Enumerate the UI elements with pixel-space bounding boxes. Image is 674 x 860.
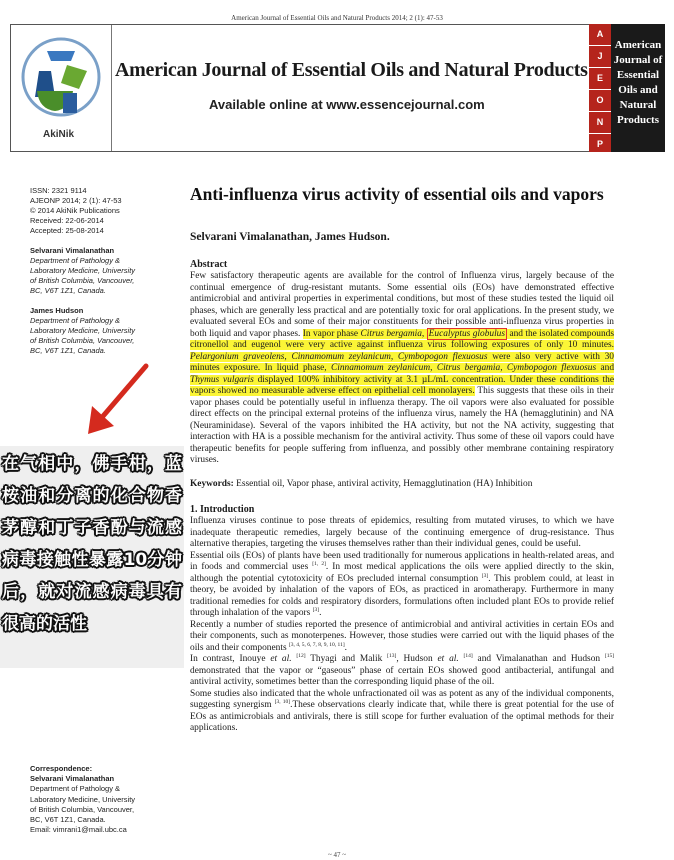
species-name: Pelargonium graveolens, Cinnamomum zeylanicum, Cymbopogon flexuosus (190, 351, 488, 362)
affiliation-line: BC, V6T 1Z1, Canada. (30, 346, 106, 355)
boxed-species-name: Eucalyptus globulus (428, 328, 506, 339)
intro-paragraph: Influenza viruses continue to pose threats of epidemics, resulting from mutated viruses, to which we have inadequate therapeutic remedies, largely because of the continuing emergence of drug-resistance. Thus alternative therapies, targeting the viruses themselves rather than their individual genes, could be useful. (190, 516, 614, 549)
flask-mortar-icon (17, 31, 105, 127)
text: and Vimalanathan and Hudson (477, 654, 601, 664)
affiliation-line: BC, V6T 1Z1, Canada. (30, 286, 106, 295)
copyright: © 2014 AkiNik Publications (30, 206, 120, 215)
intro-paragraph (190, 620, 614, 655)
journal-url[interactable]: Available online at www.essencejournal.com (209, 97, 485, 112)
acronym-bar (589, 24, 611, 152)
affiliation-line: Department of Pathology & (30, 316, 121, 325)
journal-masthead (10, 24, 664, 152)
intro-paragraph (190, 551, 614, 620)
acronym-letter: E (589, 68, 611, 90)
species-name: Citrus bergamia (360, 328, 422, 339)
abstract-text (190, 271, 614, 467)
citation-ref[interactable]: [3, 4, 5, 6, 7, 8, 9, 10, 11] (288, 641, 345, 648)
publisher-name: AkiNik (43, 129, 75, 140)
article-authors: Selvarani Vimalanathan, James Hudson. (190, 231, 390, 243)
hl-text: were also very active with 30 minutes exposure. In liquid phase, (190, 351, 614, 373)
correspondence-line: BC, V6T 1Z1, Canada. (30, 815, 106, 825)
citation-ref[interactable]: [13] (387, 652, 397, 659)
side-title-block (611, 24, 665, 152)
citation-ref[interactable]: [1, 2] (312, 560, 326, 567)
keywords (190, 479, 614, 491)
chinese-annotation: 在气相中，佛手柑，蓝桉油和分离的化合物香茅醇和丁子香酚与流感病毒接触性暴露10分钟后，就对流感病毒具有很高的活性 (2, 454, 182, 634)
acronym-letter: P (589, 134, 611, 156)
citation-ref[interactable]: [3, 10] (274, 698, 291, 705)
correspondence-line: Department of Pathology & (30, 784, 121, 794)
text: Recently a number of studies reported the presence of antimicrobial and antiviral activities in certain EOs and their components, such as monoterpenes. However, those studies were carried out with the liquid phases of the oils and their components (190, 619, 614, 653)
correspondence-heading: Correspondence: (30, 764, 93, 773)
text: demonstrated that the vapor or “gaseous” phase of certain EOs showed good antibacterial, antifungal and antiviral activity, sometimes better than the corresponding liquid phase of the oil. (190, 665, 614, 687)
affiliation-line: Laboratory Medicine, University (30, 326, 136, 335)
side-title-line: Essential (616, 69, 660, 81)
text: et al. (270, 654, 292, 664)
citation-ref[interactable]: [3] (312, 606, 320, 613)
correspondence-line: of British Columbia, Vancouver, (30, 804, 135, 814)
hl-text: displayed 100% inhibitory activity at 3.1 µL/mL concentration. Under these conditions the vapors showed no measurable adverse effect on epithelial cell monolayers. (190, 374, 614, 396)
abstract-heading: Abstract (190, 259, 228, 270)
affiliation-name: Selvarani Vimalanathan (30, 246, 115, 255)
species-name: Cinnamomum zeylanicum, Citrus bergamia, Cymbopogon flexuosus (331, 363, 597, 373)
citation-ref[interactable]: [15] (604, 652, 615, 659)
affiliation-line: of British Columbia, Vancouver, (30, 276, 135, 285)
side-title-line: Oils and (618, 84, 658, 96)
side-title-line: Products (617, 114, 659, 126)
keywords-label: Keywords: (190, 478, 234, 489)
issn: ISSN: 2321 9114 (30, 186, 87, 195)
highlighted-passage: In vapor phase Citrus bergamia, Eucalyptus globulus and the isolated compounds citronellol and eugenol were very active against influenza virus following exposures of only 10 minutes. Pelargonium graveolens, Cinnamomum zeylanicum, Cymbopogon flexuosus were also very active with 30 minutes exposure. In liquid phase, Cinnamomum zeylanicum, Citrus bergamia, Cymbopogon flexuosus and Thymus vulgaris displayed 100% inhibitory activity at 3.1 µL/mL concentration. Under these conditions the vapors showed no measurable adverse effect on epithelial cell monolayers. (190, 328, 615, 396)
text: . In most medical applications the oils were applied directly to the skin, although the potential cytotoxicity of EOs precluded internal consumption (190, 562, 614, 584)
correspondence-line: Laboratory Medicine, University (30, 794, 136, 804)
text: . (319, 608, 322, 618)
text: Some studies also indicated that the whole unfractionated oil was as potent as any of the individual components, suggesting synergism (190, 688, 614, 710)
text: . This problem could, at least in theory, be avoided by inhalation of the vapors of EOs, as practiced in aromatherapy. Furthermore in many traditional remedies for colds and respiratory disorders, formulations often included plant EOs to provide relief through inhalation of the vapors (190, 573, 615, 618)
text: Thyagi and Malik (310, 654, 383, 664)
correspondence-name: Selvarani Vimalanathan (30, 774, 115, 784)
acronym-letter: A (589, 24, 611, 46)
article-title: Anti-influenza virus activity of essential oils and vapors (190, 184, 604, 204)
affiliation-line: Department of Pathology & (30, 256, 121, 265)
abstract-sentence: This suggests that these oils in their vapor phases could be potentially useful in influenza therapy. The oil vapors were also evaluated for possible direct effects on the principal external proteins of the influenza virus, namely the HA (hemagglutinin) and NA (Neuraminidase). Several of the vapors inhibited the HA activity, but not the NA activity, suggesting that interaction with HA is a possible mechanism for the antiviral activity. Thus some of these oil vapors could have therapeutic benefits for people suffering from influenza, and possibly other membrane containing respiratory viruses. (190, 386, 614, 465)
keywords-list: Essential oil, Vapor phase, antiviral activity, Hemagglutination (HA) Inhibition (236, 478, 533, 489)
acronym-letter: O (589, 90, 611, 112)
text: In contrast, Inouye (190, 654, 266, 664)
intro-heading: 1. Introduction (190, 504, 255, 515)
running-head: American Journal of Essential Oils and Natural Products 2014; 2 (1): 47-53 (231, 14, 443, 22)
red-arrow-icon (84, 360, 154, 440)
article-meta-column (30, 186, 160, 356)
side-title-line: Journal of (613, 54, 663, 66)
hl-text: and (600, 363, 615, 373)
intro-paragraph (190, 654, 614, 689)
abstract-sentence: Few satisfactory therapeutic agents are available for the control of Influenza virus, largely because of the continual emergence of drug-resistant mutants. Some essential oils (EOs) have demonstrated effective antimicrobial and antiviral properties in experimental conditions, but most of these studies tested the liquid oil phases, which are generally less practical and are potentially toxic for oral applications. In the present study, we evaluated several EOs and some of their major constituents for their possible anti-influenza virus properties in both liquid and vapor phases. (190, 271, 614, 339)
acronym-letter: N (589, 112, 611, 134)
text: et al. (437, 654, 459, 664)
publisher-logo (11, 25, 112, 151)
correspondence-block (30, 764, 170, 835)
text: Essential oils (EOs) of plants have been used traditionally for numerous applications in health-related areas, and in foods and commercial uses (190, 550, 614, 572)
side-title-line: American (614, 39, 662, 51)
citation-ref[interactable]: [3] (481, 572, 489, 579)
intro-paragraph (190, 689, 614, 735)
text: .These observations clearly indicate that, while there is great potential for the use of EOs as antimicrobials and antivirals, there is still scope for further evaluation of the optimal methods for their applications. (190, 700, 615, 733)
text: , Hudson (396, 654, 433, 664)
affiliation-line: Laboratory Medicine, University (30, 266, 136, 275)
received-date: Received: 22-06-2014 (30, 216, 104, 225)
accepted-date: Accepted: 25-08-2014 (30, 226, 104, 235)
text: . (344, 642, 348, 653)
hl-text: In vapor phase (302, 328, 359, 339)
journal-title: American Journal of Essential Oils and Natural Products (115, 59, 588, 81)
side-title-line: Natural (619, 99, 657, 111)
citation-ref[interactable]: [12] (296, 652, 306, 659)
page-number: ~ 47 ~ (327, 851, 347, 859)
article-body (190, 184, 614, 735)
affiliation-name: James Hudson (30, 306, 84, 315)
hl-text: and the isolated compounds citronellol and eugenol were very active against influenza virus following exposures of only 10 minutes. (190, 328, 615, 350)
correspondence-email[interactable]: Email: vimrani1@mail.ubc.ca (30, 825, 127, 835)
species-name: Thymus vulgaris (190, 374, 254, 385)
acronym-letter: J (589, 46, 611, 68)
citation-ref[interactable]: [14] (463, 652, 473, 659)
affiliation-line: of British Columbia, Vancouver, (30, 336, 135, 345)
citation: AJEONP 2014; 2 (1): 47-53 (30, 196, 122, 205)
